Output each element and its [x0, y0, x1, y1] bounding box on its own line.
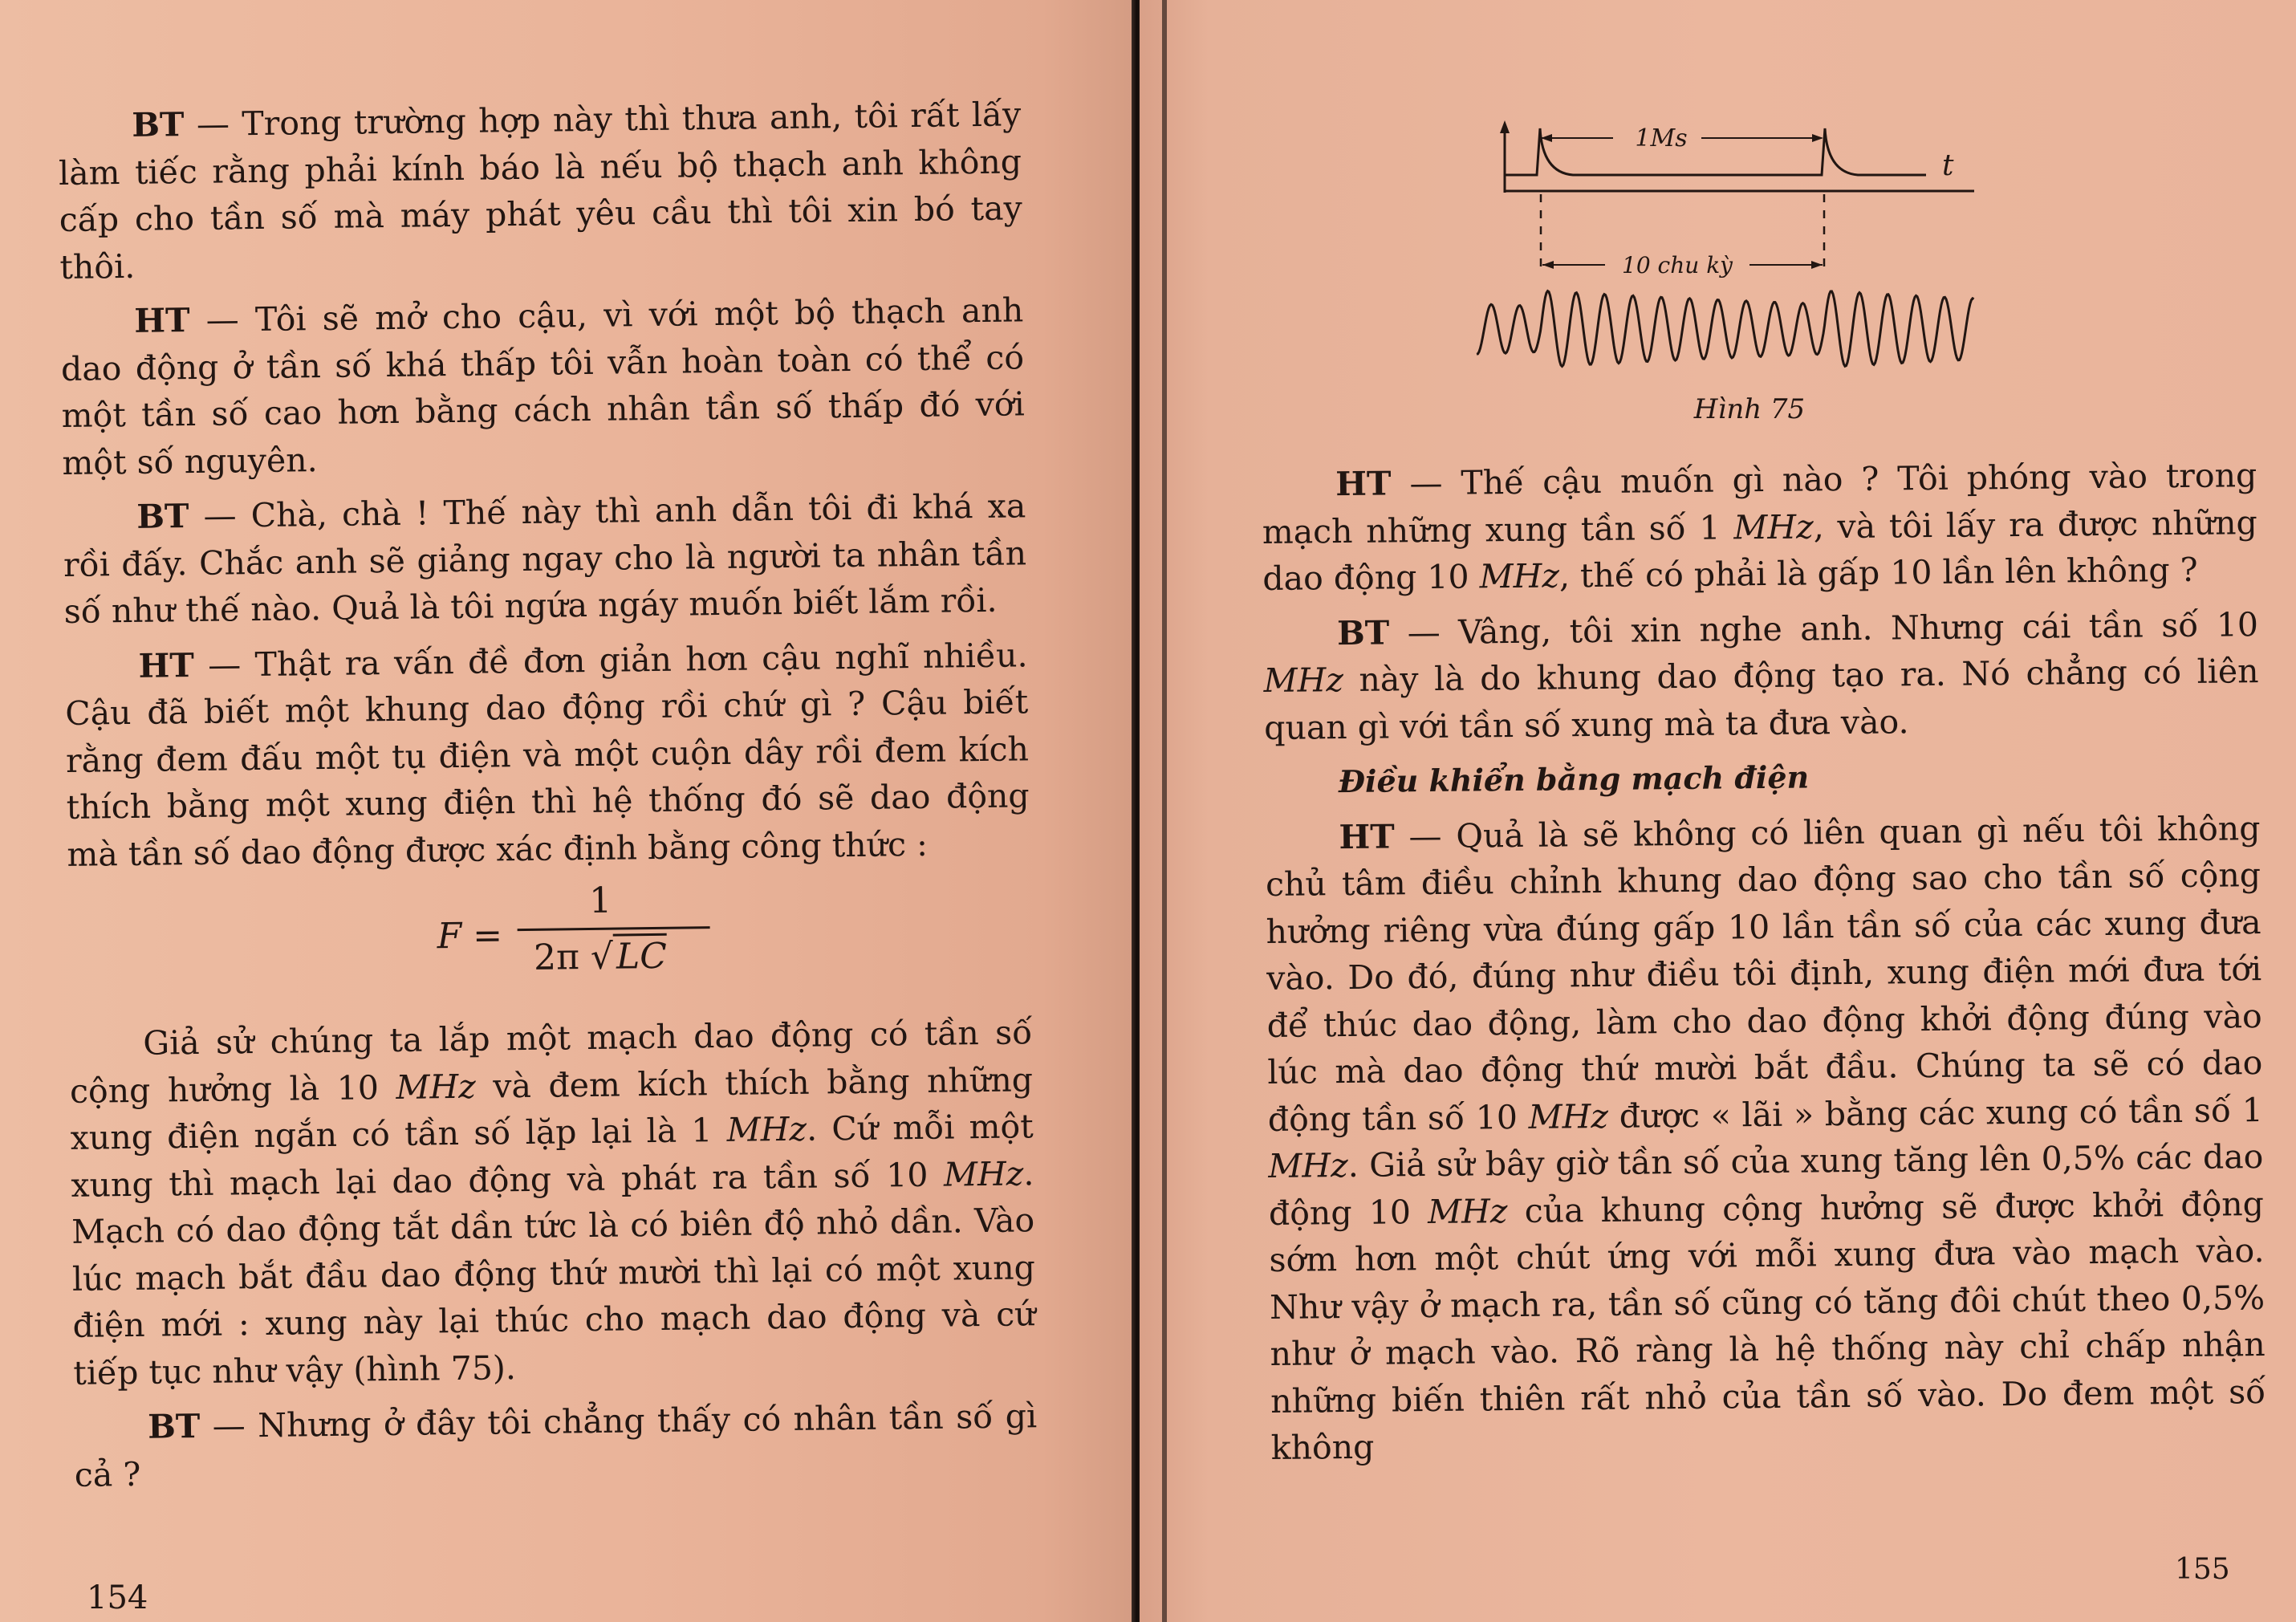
left-page-text: [58, 91, 1038, 1506]
paragraph: [60, 287, 1026, 486]
text-run: . Giả sử bây giờ tần số của xung tăng lên 0,5% các dao động 10: [1268, 1137, 2264, 1233]
text-run: , thế có phải là gấp 10 lần lên không ?: [1558, 550, 2198, 596]
text-run: . Cứ mỗi một xung thì mạch lại dao động và phát ra tần số 10: [71, 1107, 1034, 1205]
text-run: Giả sử chúng ta lắp một mạch dao động có tần số cộng hưởng là 10: [69, 1013, 1033, 1111]
label-10-cycles: 10 chu kỳ: [1622, 252, 1733, 278]
speaker-tag: HT: [134, 301, 190, 340]
axis-arrow: [1500, 120, 1510, 133]
paragraph-text: — Thật ra vấn đề đơn giản hơn cậu nghĩ nhiều. Cậu đã biết một khung dao động rồi chứ gì ? Cậu biết rằng đem đấu một tụ điện và một cuộn dây rồi đem kích thích bằng một xung điện thì hệ thống đó sẽ dao động mà tần số dao động được xác định bằng công thức :: [65, 635, 1030, 874]
resonance-formula: [67, 874, 1032, 1006]
formula-denominator: [534, 933, 668, 982]
formula-lhs: F =: [437, 915, 503, 957]
paragraph: [1262, 452, 2258, 602]
figure-75: [1461, 104, 2038, 457]
speaker-tag: BT: [136, 497, 189, 536]
section-heading: Điều khiển bằng mạch điện: [1338, 758, 1810, 800]
text-run: của khung cộng hưởng sẽ được khởi động sớm hơn một chút ứng với mỗi xung đưa vào mạch vào. Như vậy ở mạch ra, tần số cũng có tăng đôi chút theo 0,5% như ở mạch vào. Rõ ràng là hệ thống này chỉ chấp nhận những biến thiên rất nhỏ của tần số vào. Do đem một số không: [1269, 1184, 2266, 1467]
text-run: . Mạch có dao động tắt dần tức là có biên độ nhỏ dần. Vào lúc mạch bắt đầu dao động thứ mười thì lại có một xung điện mới : xung này lại thúc cho mạch dao động và cứ tiếp tục như vậy (hình 75).: [71, 1153, 1036, 1392]
formula-denominator-var: LC: [613, 933, 668, 978]
paragraph-text: — Trong trường hợp này thì thưa anh, tôi rất lấy làm tiếc rằng phải kính báo là nếu bộ thạch anh không cấp cho tần số mà máy phát yêu cầu thì tôi xin bó tay thôi.: [58, 95, 1022, 287]
unit: MHz: [1528, 1096, 1609, 1136]
arrow-head: [1542, 261, 1554, 269]
page-number: 155: [2175, 1553, 2230, 1586]
page-number: 154: [87, 1579, 148, 1616]
unit: MHz: [396, 1067, 477, 1107]
paragraph: [1265, 805, 2266, 1472]
arrow-head: [1811, 261, 1823, 269]
gutter-shadow: [1162, 0, 1167, 1622]
speaker-tag: HT: [1335, 464, 1392, 504]
paragraph: [63, 482, 1027, 635]
unit: MHz: [1733, 506, 1814, 547]
paragraph-text: — Nhưng ở đây tôi chẳng thấy có nhân tần số gì cả ?: [74, 1396, 1038, 1494]
label-1ms: 1Ms: [1635, 124, 1688, 152]
unit: MHz: [1427, 1191, 1508, 1231]
oscillation-trace: [1477, 291, 1974, 367]
speaker-tag: BT: [147, 1406, 201, 1446]
formula-denominator-prefix: 2π √: [533, 936, 614, 978]
unit: MHz: [943, 1153, 1024, 1194]
paragraph: [1263, 601, 2260, 751]
formula-numerator: 1: [588, 880, 612, 921]
text-run: — Thế cậu muốn gì nào ? Tôi phóng vào trong mạch những xung tần số 1: [1262, 456, 2257, 551]
speaker-tag: HT: [1339, 816, 1395, 856]
unit: MHz: [1268, 1146, 1348, 1185]
paragraph: [69, 1009, 1037, 1396]
text-run: , và tôi lấy ra được những dao động 10: [1262, 502, 2258, 598]
right-page-text: [1262, 452, 2266, 1479]
speaker-tag: BT: [1336, 612, 1390, 652]
pulse-trace: [1505, 128, 1926, 175]
right-page: [1140, 0, 2296, 1622]
text-run: — Quả là sẽ không có liên quan gì nếu tôi không chủ tâm điều chỉnh khung dao động sao cho tần số cộng hưởng riêng vừa đúng gấp 10 lần tần số của các xung đưa vào. Do đó, đúng như điều tôi định, xung điện mới đưa tới để thúc dao động, làm cho dao động khởi động đúng vào lúc mà dao động thứ mười bắt đầu. Chúng ta sẽ có dao động tần số 10: [1265, 808, 2263, 1139]
fraction-bar: [518, 926, 710, 931]
text-run: và đem kích thích bằng những xung điện ngắn có tần số lặp lại là 1: [70, 1059, 1034, 1157]
speaker-tag: HT: [138, 645, 195, 685]
speaker-tag: BT: [132, 105, 185, 144]
unit: MHz: [1479, 556, 1560, 596]
arrow-head: [1812, 134, 1823, 142]
unit: MHz: [726, 1109, 807, 1149]
paragraph-text: — Tôi sẽ mở cho cậu, vì với một bộ thạch anh dao động ở tần số khá thấp tôi vẫn hoàn toàn có thể có một tần số cao hơn bằng cách nhân tần số thấp đó với một số nguyên.: [60, 291, 1025, 482]
paragraph: [58, 91, 1023, 291]
figure-caption: Hình 75: [1693, 393, 1806, 425]
paragraph-text: — Chà, chà ! Thế này thì anh dẫn tôi đi khá xa rồi đấy. Chắc anh sẽ giảng ngay cho là người ta nhân tần số như thế nào. Quả là tôi ngứa ngáy muốn biết lắm rồi.: [63, 486, 1027, 631]
pulse-waveform-diagram: [1461, 104, 2038, 377]
left-page: [0, 0, 1133, 1622]
text-run: được « lãi » bằng các xung có tần số 1: [1607, 1090, 2264, 1136]
unit: MHz: [1263, 661, 1344, 700]
text-run: — Vâng, tôi xin nghe anh. Nhưng cái tần số 10: [1388, 604, 2259, 652]
paragraph: [74, 1392, 1038, 1498]
text-run: này là do khung dao động tạo ra. Nó chẳng có liên quan gì với tần số xung mà ta đưa vào.: [1263, 652, 2259, 747]
label-t: t: [1942, 149, 1954, 182]
paragraph: [64, 632, 1030, 878]
